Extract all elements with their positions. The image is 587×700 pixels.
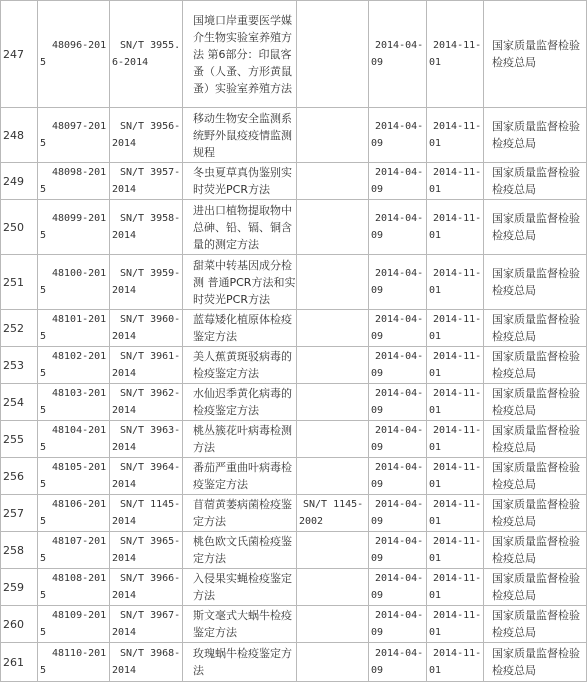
issuing-department <box>484 643 587 682</box>
row-index: 261 <box>1 643 38 682</box>
issuing-department <box>484 532 587 569</box>
row-index: 248 <box>1 108 38 163</box>
standard-code: SN/T 3962-2014 <box>110 384 183 421</box>
replaced-standard: SN/T 1145-2002 <box>297 495 369 532</box>
row-index: 253 <box>1 347 38 384</box>
publish-date: 2014-04-09 <box>369 200 427 255</box>
standard-name-text: 番茄严重曲叶病毒检疫鉴定方法 <box>193 461 292 491</box>
record-number: 48099-2015 <box>38 200 110 255</box>
publish-date: 2014-04-09 <box>369 532 427 569</box>
standard-code: SN/T 3958-2014 <box>110 200 183 255</box>
issuing-department-text: 国家质量监督检验检疫总局 <box>492 166 580 196</box>
record-number: 48101-2015 <box>38 310 110 347</box>
record-number: 48096-2015 <box>38 1 110 108</box>
replaced-standard <box>297 384 369 421</box>
publish-date: 2014-04-09 <box>369 643 427 682</box>
record-number: 48104-2015 <box>38 421 110 458</box>
issuing-department-text: 国家质量监督检验检疫总局 <box>492 572 580 602</box>
effective-date: 2014-11-01 <box>427 606 484 643</box>
row-index: 258 <box>1 532 38 569</box>
record-number: 48100-2015 <box>38 255 110 310</box>
issuing-department <box>484 1 587 108</box>
effective-date: 2014-11-01 <box>427 495 484 532</box>
standard-name-text: 国境口岸重要医学媒介生物实验室养殖方法 第6部分：印鼠客蚤（人蚤、方形黄鼠蚤）实验室养殖方法 <box>193 13 292 95</box>
standard-code: SN/T 1145-2014 <box>110 495 183 532</box>
record-number: 48106-2015 <box>38 495 110 532</box>
effective-date: 2014-11-01 <box>427 200 484 255</box>
standard-code: SN/T 3968-2014 <box>110 643 183 682</box>
effective-date: 2014-11-01 <box>427 532 484 569</box>
replaced-standard <box>297 310 369 347</box>
publish-date: 2014-04-09 <box>369 310 427 347</box>
standard-name <box>183 200 297 255</box>
table-row <box>1 458 587 495</box>
table-row <box>1 384 587 421</box>
issuing-department <box>484 495 587 532</box>
standard-code: SN/T 3961-2014 <box>110 347 183 384</box>
effective-date: 2014-11-01 <box>427 1 484 108</box>
issuing-department-text: 国家质量监督检验检疫总局 <box>492 424 580 454</box>
standard-name-text: 甜菜中转基因成分检测 普通PCR方法和实时荧光PCR方法 <box>193 258 296 306</box>
standard-code: SN/T 3965-2014 <box>110 532 183 569</box>
standard-name <box>183 606 297 643</box>
record-number: 48103-2015 <box>38 384 110 421</box>
effective-date: 2014-11-01 <box>427 643 484 682</box>
record-number: 48105-2015 <box>38 458 110 495</box>
table-row <box>1 163 587 200</box>
table-row <box>1 347 587 384</box>
publish-date: 2014-04-09 <box>369 347 427 384</box>
issuing-department-text: 国家质量监督检验检疫总局 <box>492 39 580 69</box>
replaced-standard <box>297 347 369 384</box>
row-index: 259 <box>1 569 38 606</box>
issuing-department <box>484 458 587 495</box>
row-index: 256 <box>1 458 38 495</box>
row-index: 249 <box>1 163 38 200</box>
standard-name-text: 冬虫夏草真伪鉴别实时荧光PCR方法 <box>193 166 292 196</box>
issuing-department-text: 国家质量监督检验检疫总局 <box>492 350 580 380</box>
standard-name <box>183 384 297 421</box>
table-row <box>1 108 587 163</box>
publish-date: 2014-04-09 <box>369 108 427 163</box>
effective-date: 2014-11-01 <box>427 108 484 163</box>
standard-name-text: 玫瑰蜗牛检疫鉴定方法 <box>193 647 292 677</box>
issuing-department <box>484 606 587 643</box>
standard-name <box>183 347 297 384</box>
record-number: 48108-2015 <box>38 569 110 606</box>
publish-date: 2014-04-09 <box>369 384 427 421</box>
standard-name-text: 桃色欧文氏菌检疫鉴定方法 <box>193 535 292 565</box>
replaced-standard <box>297 569 369 606</box>
publish-date: 2014-04-09 <box>369 163 427 200</box>
replaced-standard <box>297 255 369 310</box>
replaced-standard <box>297 421 369 458</box>
standard-name <box>183 310 297 347</box>
standard-name <box>183 421 297 458</box>
standard-name <box>183 108 297 163</box>
table-row <box>1 532 587 569</box>
issuing-department <box>484 163 587 200</box>
standard-code: SN/T 3963-2014 <box>110 421 183 458</box>
issuing-department-text: 国家质量监督检验检疫总局 <box>492 267 580 297</box>
table-row <box>1 495 587 532</box>
issuing-department-text: 国家质量监督检验检疫总局 <box>492 313 580 343</box>
standard-code: SN/T 3966-2014 <box>110 569 183 606</box>
standard-name-text: 桃丛簇花叶病毒检测方法 <box>193 424 292 454</box>
replaced-standard <box>297 1 369 108</box>
publish-date: 2014-04-09 <box>369 255 427 310</box>
row-index: 257 <box>1 495 38 532</box>
standard-code: SN/T 3956-2014 <box>110 108 183 163</box>
publish-date: 2014-04-09 <box>369 1 427 108</box>
effective-date: 2014-11-01 <box>427 569 484 606</box>
issuing-department <box>484 310 587 347</box>
effective-date: 2014-11-01 <box>427 347 484 384</box>
effective-date: 2014-11-01 <box>427 310 484 347</box>
table-row <box>1 200 587 255</box>
issuing-department-text: 国家质量监督检验检疫总局 <box>492 387 580 417</box>
standard-name <box>183 532 297 569</box>
standard-name <box>183 495 297 532</box>
publish-date: 2014-04-09 <box>369 569 427 606</box>
issuing-department-text: 国家质量监督检验检疫总局 <box>492 120 580 150</box>
issuing-department-text: 国家质量监督检验检疫总局 <box>492 461 580 491</box>
replaced-standard <box>297 108 369 163</box>
issuing-department-text: 国家质量监督检验检疫总局 <box>492 647 580 677</box>
replaced-standard <box>297 200 369 255</box>
standard-name-text: 进出口植物提取物中总砷、铅、镉、铜含量的测定方法 <box>193 203 292 251</box>
standard-name-text: 蓝莓矮化植原体检疫鉴定方法 <box>193 313 292 343</box>
issuing-department <box>484 569 587 606</box>
issuing-department-text: 国家质量监督检验检疫总局 <box>492 498 580 528</box>
standard-name <box>183 569 297 606</box>
standard-name <box>183 1 297 108</box>
record-number: 48107-2015 <box>38 532 110 569</box>
standard-name <box>183 643 297 682</box>
record-number: 48109-2015 <box>38 606 110 643</box>
publish-date: 2014-04-09 <box>369 495 427 532</box>
table-row <box>1 421 587 458</box>
effective-date: 2014-11-01 <box>427 384 484 421</box>
table-row <box>1 255 587 310</box>
standard-code: SN/T 3959-2014 <box>110 255 183 310</box>
replaced-standard <box>297 643 369 682</box>
issuing-department-text: 国家质量监督检验检疫总局 <box>492 609 580 639</box>
standard-code: SN/T 3960-2014 <box>110 310 183 347</box>
standard-name-text: 斯文毫式大蜗牛检疫鉴定方法 <box>193 609 292 639</box>
standard-name-text: 水仙迟季黄化病毒的检疫鉴定方法 <box>193 387 292 417</box>
issuing-department <box>484 421 587 458</box>
row-index: 251 <box>1 255 38 310</box>
standard-code: SN/T 3967-2014 <box>110 606 183 643</box>
record-number: 48102-2015 <box>38 347 110 384</box>
table-row <box>1 310 587 347</box>
row-index: 250 <box>1 200 38 255</box>
table-row <box>1 643 587 682</box>
replaced-standard <box>297 458 369 495</box>
record-number: 48097-2015 <box>38 108 110 163</box>
standard-name-text: 苜蓿黄萎病菌检疫鉴定方法 <box>193 498 292 528</box>
publish-date: 2014-04-09 <box>369 606 427 643</box>
table-row <box>1 1 587 108</box>
standard-name <box>183 458 297 495</box>
issuing-department <box>484 108 587 163</box>
standard-code: SN/T 3964-2014 <box>110 458 183 495</box>
row-index: 247 <box>1 1 38 108</box>
row-index: 255 <box>1 421 38 458</box>
publish-date: 2014-04-09 <box>369 458 427 495</box>
replaced-standard <box>297 606 369 643</box>
standards-table-body <box>1 1 587 682</box>
publish-date: 2014-04-09 <box>369 421 427 458</box>
issuing-department <box>484 384 587 421</box>
standard-name-text: 移动生物安全监测系统野外鼠疫疫情监测规程 <box>193 111 292 159</box>
standard-name-text: 入侵果实蝇检疫鉴定方法 <box>193 572 292 602</box>
standard-code: SN/T 3957-2014 <box>110 163 183 200</box>
issuing-department-text: 国家质量监督检验检疫总局 <box>492 535 580 565</box>
standard-name-text: 美人蕉黄斑驳病毒的检疫鉴定方法 <box>193 350 292 380</box>
row-index: 254 <box>1 384 38 421</box>
issuing-department <box>484 200 587 255</box>
standard-code: SN/T 3955.6-2014 <box>110 1 183 108</box>
record-number: 48110-2015 <box>38 643 110 682</box>
effective-date: 2014-11-01 <box>427 163 484 200</box>
effective-date: 2014-11-01 <box>427 421 484 458</box>
record-number: 48098-2015 <box>38 163 110 200</box>
replaced-standard <box>297 532 369 569</box>
issuing-department <box>484 347 587 384</box>
effective-date: 2014-11-01 <box>427 255 484 310</box>
table-row <box>1 606 587 643</box>
standard-name <box>183 255 297 310</box>
row-index: 260 <box>1 606 38 643</box>
table-row <box>1 569 587 606</box>
standard-name <box>183 163 297 200</box>
replaced-standard <box>297 163 369 200</box>
effective-date: 2014-11-01 <box>427 458 484 495</box>
row-index: 252 <box>1 310 38 347</box>
issuing-department <box>484 255 587 310</box>
issuing-department-text: 国家质量监督检验检疫总局 <box>492 212 580 242</box>
